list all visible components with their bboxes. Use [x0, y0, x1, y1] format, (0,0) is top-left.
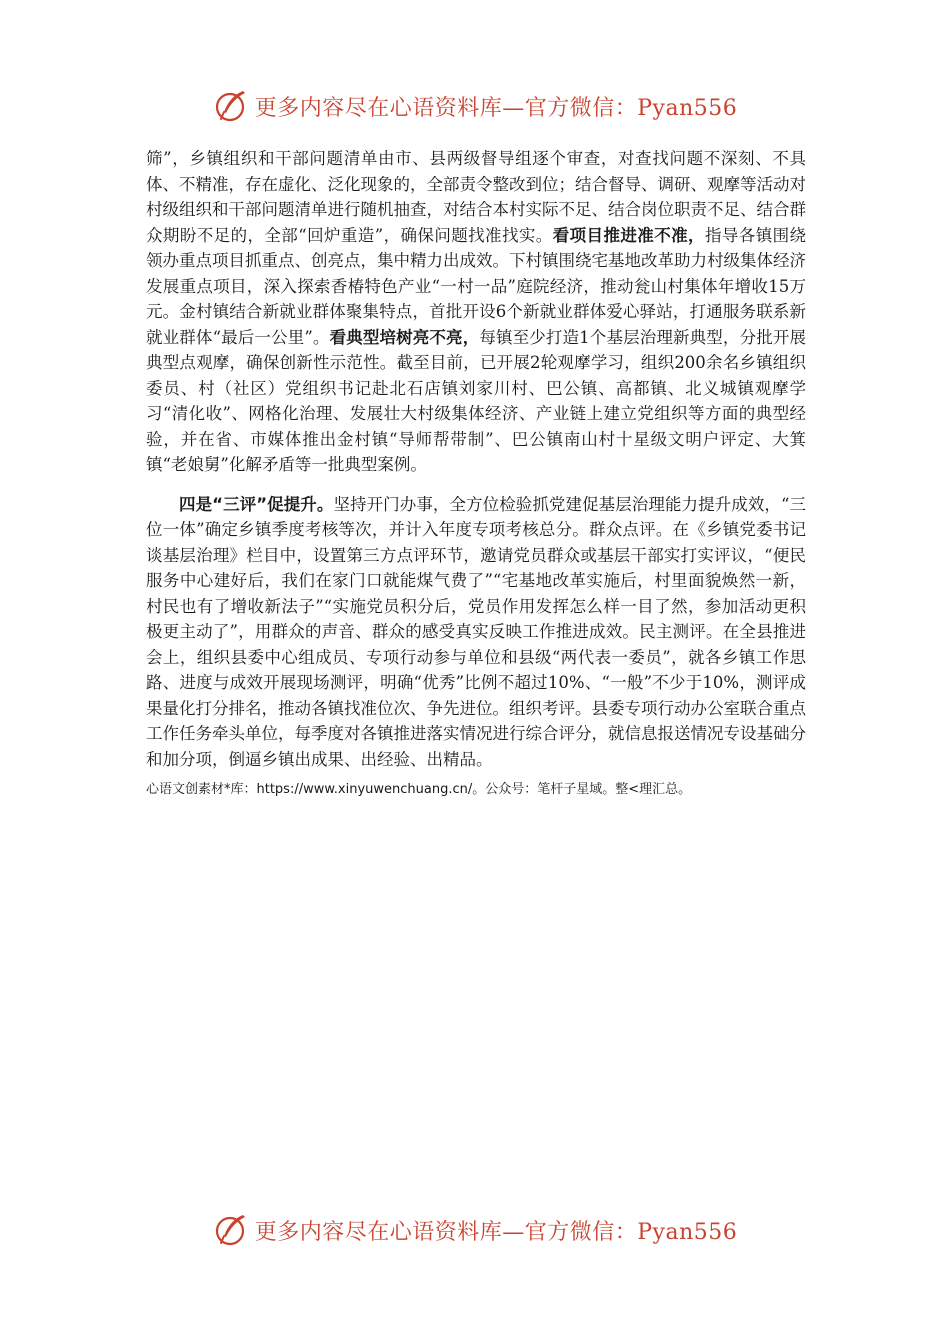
header-banner-text: 更多内容尽在心语资料库—官方微信：Pyan556 [254, 95, 738, 121]
paragraph-continuation [146, 146, 806, 478]
quill-pen-logo-icon [213, 1212, 249, 1248]
header-banner [0, 84, 950, 128]
bold-heading-typical: 看典型培树亮不亮， [329, 327, 480, 347]
paragraph-text: 坚持开门办事，全方位检验抓党建促基层治理能力提升成效，“三位一体”确定乡镇季度考核等次，并计入年度专项考核总分。群众点评。在《乡镇党委书记谈基层治理》栏目中，设置第三方点评环节，邀请党员群众或基层干部实打实评议，“便民服务中心建好后，我们在家门口就能煤气费了”“宅基地改革实施后，村里面貌焕然一新，村民也有了增收新法子”“实施党员积分后，党员作用发挥怎么样一目了然，参加活动更积极更主动了”，用群众的声音、群众的感受真实反映工作推进成效。民主测评。在全县推进会上，组织县委中心组成员、专项行动参与单位和县级“两代表一委员”，就各乡镇工作思路、进度与成效开展现场测评，明确“优秀”比例不超过10%、“一般”不少于10%，测评成果量化打分排名，推动各镇找准位次、争先进位。组织考评。县委专项行动办公室联合重点工作任务牵头单位，每季度对各镇推进落实情况进行综合评分，就信息报送情况专设基础分和加分项，倒逼乡镇出成果、出经验、出精品。 [146, 494, 806, 769]
paragraph-text: 每镇至少打造1个基层治理新典型，分批开展典型点观摩，确保创新性示范性。截至目前，已开展2轮观摩学习，组织200余名乡镇组织委员、村（社区）党组织书记赴北石店镇刘家川村、巴公镇、高都镇、北义城镇观摩学习“清化收”、网格化治理、发展壮大村级集体经济、产业链上建立党组织等方面的典型经验，并在省、市媒体推出金村镇“导师帮带制”、巴公镇南山村十星级文明户评定、大箕镇“老娘舅”化解矛盾等一批典型案例。 [146, 327, 806, 474]
footer-banner-text: 更多内容尽在心语资料库—官方微信：Pyan556 [254, 1219, 738, 1245]
document-body [146, 146, 806, 800]
paragraph-section-four [146, 492, 806, 773]
quill-pen-logo-icon [213, 88, 249, 124]
bold-heading-section-four: 四是“三评”促提升。 [179, 494, 334, 514]
paragraph-text: 筛”，乡镇组织和干部问题清单由市、县两级督导组逐个审查，对查找问题不深刻、不具体、不精准，存在虚化、泛化现象的，全部责令整改到位；结合督导、调研、观摩等活动对村级组织和干部问题清单进行随机抽查，对结合本村实际不足、结合岗位职责不足、结合群众期盼不足的，全部“回炉重造”，确保问题找准找实。 [146, 149, 806, 245]
paragraph-text: 指导各镇围绕领办重点项目抓重点、创亮点，集中精力出成效。下村镇围绕宅基地改革助力村级集体经济发展重点项目，深入探索香椿特色产业“一村一品”庭院经济，推动瓮山村集体年增收15万元。金村镇结合新就业群体聚集特点，首批开设6个新就业群体爱心驿站，打通服务联系新就业群体“最后一公里”。 [146, 225, 807, 347]
bold-heading-project: 看项目推进准不准， [552, 225, 705, 245]
footer-banner [0, 1208, 950, 1252]
source-note: 心语文创素材*库：https://www.xinyuwenchuang.cn/。公众号：笔杆子星域。整<理汇总。 [146, 782, 692, 797]
